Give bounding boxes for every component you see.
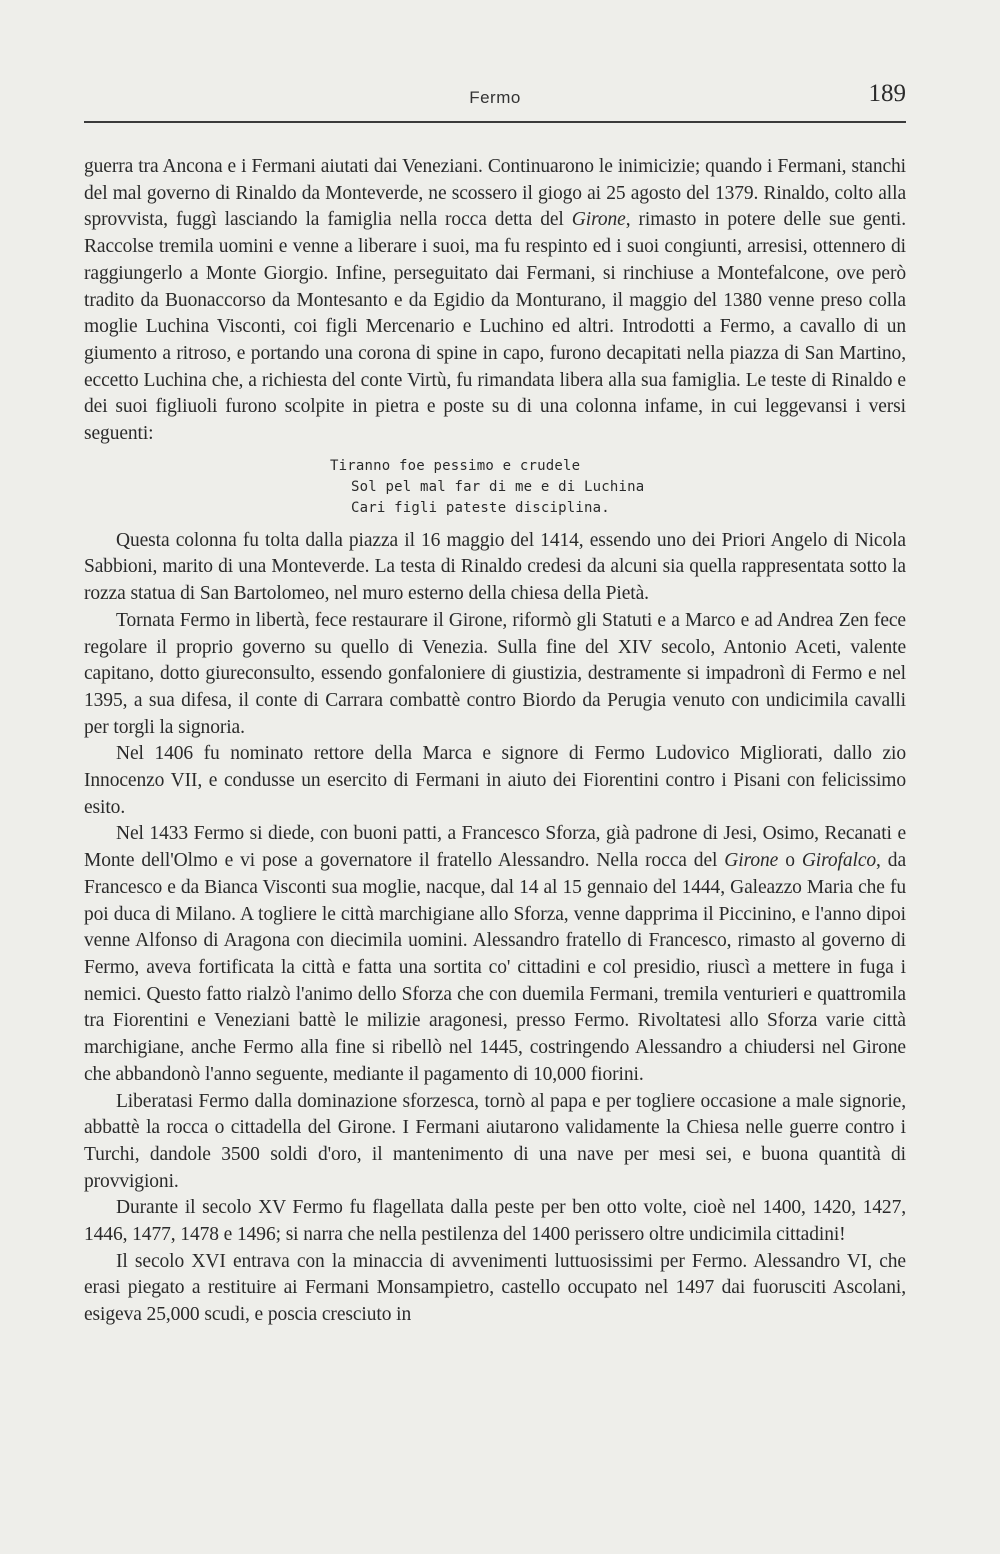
paragraph-5-text-b: , da Francesco e da Bianca Visconti sua moglie, nacque, dal 14 al 15 gennaio del 1444, Galeazzo Maria che fu poi duca di Milano. A togliere le città marchigiane allo Sforza, venne dapprima il Piccinino, e l'anno dipoi venne Alfonso di Aragona con diecimila uomini. Alessandro fratello di Francesco, rimasto al governo di Fermo, aveva fortificata la città e fatta una sortita co' cittadini e col presidio, riuscì a mettere in fuga i nemici. Questo fatto rialzò l'animo dello Sforza che con duemila Fermani, tremila venturieri e quattromila tra Fiorentini e Veneziani battè le milizie aragonesi, presso Fermo. Rivoltatesi allo Sforza varie città marchigiane, anche Fermo alla fine si ribellò nel 1445, costringendo Alessandro a chiudersi nel Girone che abbandonò l'anno seguente, mediante il pagamento di 10,000 fiorini. xyxy=(84,850,906,1085)
verse-line: Sol pel mal far di me e di Luchina xyxy=(351,478,645,495)
paragraph-5 xyxy=(84,821,906,1088)
paragraph-8: Il secolo XVI entrava con la minaccia di avvenimenti luttuosissimi per Fermo. Alessandro VI, che erasi piegato a restituire ai Fermani Monsampietro, castello occupato nel 1497 dai fuorusciti Ascolani, esigeva 25,000 scudi, e poscia cresciuto in xyxy=(84,1250,906,1326)
paragraph-1-text-a: guerra tra Ancona e i Fermani aiutati dai Veneziani. Continuarono le inimicizie; quando i Fermani, stanchi del mal governo di Rinaldo da Monteverde, ne scossero il giogo ai 25 agosto del 1379. Rinaldo, colto alla sprovvista, fuggì lasciando la famiglia nella rocca detta del xyxy=(84,156,906,231)
italic-girone: Girone xyxy=(571,209,626,231)
paragraph-6: Liberatasi Fermo dalla dominazione sforzesca, tornò al papa e per togliere occasione a male signorie, abbattè la rocca o cittadella del Girone. I Fermani aiutarono validamente la Chiesa nelle guerre contro i Turchi, dandole 3500 soldi d'oro, il mantenimento di una nave per mesi sei, e buona quantità di provvigioni. xyxy=(84,1090,906,1192)
italic-girofalco: Girofalco xyxy=(801,850,877,872)
paragraph-7: Durante il secolo XV Fermo fu flagellata dalla peste per ben otto volte, cioè nel 1400, 1420, 1427, 1446, 1477, 1478 e 1496; si narra che nella pestilenza del 1400 perissero oltre undicimila cittadini! xyxy=(84,1197,906,1246)
body-text xyxy=(84,154,906,1329)
paragraph-5-connector: o xyxy=(778,850,802,872)
page-number: 189 xyxy=(868,80,906,107)
paragraph-1 xyxy=(84,154,906,448)
verse-line: Cari figli pateste disciplina. xyxy=(351,499,610,516)
verse-line: Tiranno foe pessimo e crudele xyxy=(330,457,581,474)
paragraph-1-text-b: , rimasto in potere delle sue genti. Raccolse tremila uomini e venne a liberare i suoi, ma fu respinto ed i suoi congiunti, arresisi, ottennero di raggiungerlo a Monte Giorgio. Infine, perseguitato dai Fermani, si rinchiuse a Montefalcone, ove però tradito da Buonaccorso da Montesanto e da Egidio da Monturano, il maggio del 1380 venne preso colla moglie Luchina Visconti, coi figli Mercenario e Luchino ed altri. Introdotti a Fermo, a cavallo di un giumento a ritroso, e portando una corona di spine in capo, furono decapitati nella piazza di San Martino, eccetto Luchina che, a richiesta del conte Virtù, fu rimandata libera alla sua famiglia. Le teste di Rinaldo e dei suoi figliuoli furono scolpite in pietra e poste su di una colonna infame, in cui leggevansi i versi seguenti: xyxy=(84,209,906,445)
verse-block xyxy=(330,456,906,519)
paragraph-5-text-a: Nel 1433 Fermo si diede, con buoni patti, a Francesco Sforza, già padrone di Jesi, Osimo, Recanati e Monte dell'Olmo e vi pose a governatore il fratello Alessandro. Nella rocca del xyxy=(84,823,906,872)
page-header xyxy=(84,78,906,112)
paragraph-3: Tornata Fermo in libertà, fece restaurare il Girone, riformò gli Statuti e a Marco e ad Andrea Zen fece regolare il proprio governo su quello di Venezia. Sulla fine del XIV secolo, Antonio Aceti, valente capitano, dotto giureconsulto, essendo gonfaloniere di giustizia, destramente si impadronì di Fermo e nel 1395, a sua difesa, il conte di Carrara combattè contro Biordo da Perugia venuto con undicimila cavalli per torgli la signoria. xyxy=(84,609,906,738)
header-rule xyxy=(84,121,906,123)
paragraph-4: Nel 1406 fu nominato rettore della Marca e signore di Fermo Ludovico Migliorati, dallo zio Innocenzo VII, e condusse un esercito di Fermani in aiuto dei Fiorentini contro i Pisani con felicissimo esito. xyxy=(84,743,906,818)
paragraph-2: Questa colonna fu tolta dalla piazza il 16 maggio del 1414, essendo uno dei Priori Angelo di Nicola Sabbioni, marito di una Monteverde. La testa di Rinaldo credesi da alcuni sia quella rappresentata sotto la rozza statua di San Bartolomeo, nel muro esterno della chiesa della Pietà. xyxy=(84,529,906,605)
running-title: Fermo xyxy=(469,88,521,107)
italic-girone: Girone xyxy=(724,850,779,872)
